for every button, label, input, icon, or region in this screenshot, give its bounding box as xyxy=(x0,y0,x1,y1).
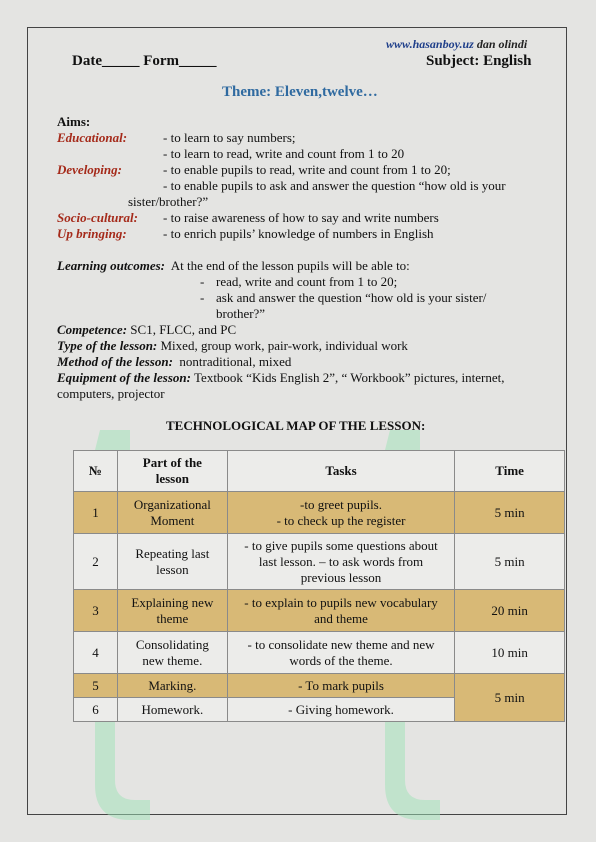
competence-value: SC1, FLCC, and PC xyxy=(130,322,237,337)
row-tasks: - to explain to pupils new vocabulary and theme xyxy=(227,590,454,632)
educational-label: Educational: xyxy=(57,130,128,145)
competence-label: Competence: xyxy=(57,322,128,337)
outcome-item: ask and answer the question “how old is your sister/ xyxy=(216,290,487,305)
outcome-item-cont: brother?” xyxy=(216,306,266,321)
equipment-value: Textbook “Kids English 2”, “ Workbook” pictures, internet, xyxy=(194,370,505,385)
row-part: Homework. xyxy=(117,698,227,722)
row-part: Repeating last lesson xyxy=(117,534,227,590)
row-tasks: - To mark pupils xyxy=(227,674,454,698)
row-number: 3 xyxy=(74,590,118,632)
equipment-line-cont: computers, projector xyxy=(57,386,165,401)
outcome-item: read, write and count from 1 to 20; xyxy=(216,274,398,289)
table-row xyxy=(74,492,565,534)
outcome-bullet: - xyxy=(200,274,205,289)
row-tasks: -to greet pupils. - to check up the register xyxy=(227,492,454,534)
row-number: 6 xyxy=(74,698,118,722)
developing-label: Developing: xyxy=(57,162,122,177)
upbringing-item: - to enrich pupils’ knowledge of numbers in English xyxy=(163,226,434,241)
row-number: 5 xyxy=(74,674,118,698)
table-row xyxy=(74,632,565,674)
lesson-type-value: Mixed, group work, pair-work, individual work xyxy=(160,338,408,353)
equipment-line xyxy=(57,370,504,386)
header-time: Time xyxy=(455,451,565,492)
method-line xyxy=(57,354,291,370)
row-number: 4 xyxy=(74,632,118,674)
date-form-line: Date_____ Form_____ xyxy=(72,53,217,69)
upbringing-label: Up bringing: xyxy=(57,226,127,241)
outcome-bullet: - xyxy=(200,290,205,305)
row-time: 20 min xyxy=(455,590,565,632)
aims-heading: Aims: xyxy=(57,114,91,129)
row-time: 10 min xyxy=(455,632,565,674)
developing-item: - to enable pupils to ask and answer the question “how old is your xyxy=(163,178,506,193)
table-row xyxy=(74,590,565,632)
outcomes-line xyxy=(57,258,410,274)
row-time: 5 min xyxy=(455,674,565,722)
row-tasks: - to give pupils some questions about last lesson. – to ask words from previous lesson xyxy=(227,534,454,590)
row-part: Explaining new theme xyxy=(117,590,227,632)
educational-item: - to learn to say numbers; xyxy=(163,130,296,145)
row-tasks: - Giving homework. xyxy=(227,698,454,722)
lesson-type-label: Type of the lesson: xyxy=(57,338,158,353)
map-title: TECHNOLOGICAL MAP OF THE LESSON: xyxy=(166,418,426,433)
row-part: Organizational Moment xyxy=(117,492,227,534)
watermark-site: www.hasanboy.uz xyxy=(386,37,474,51)
equipment-label: Equipment of the lesson: xyxy=(57,370,191,385)
developing-item: - to enable pupils to read, write and count from 1 to 20; xyxy=(163,162,451,177)
developing-item-cont: sister/brother?” xyxy=(128,194,209,209)
watermark-text xyxy=(386,37,527,52)
row-time: 5 min xyxy=(455,534,565,590)
subject-line: Subject: English xyxy=(426,53,532,69)
competence-line xyxy=(57,322,236,338)
lesson-theme: Theme: Eleven,twelve… xyxy=(222,84,378,100)
socio-cultural-item: - to raise awareness of how to say and write numbers xyxy=(163,210,439,225)
row-part: Marking. xyxy=(117,674,227,698)
outcomes-label: Learning outcomes: xyxy=(57,258,165,273)
row-number: 2 xyxy=(74,534,118,590)
header-number: № xyxy=(74,451,118,492)
outcomes-intro: At the end of the lesson pupils will be able to: xyxy=(170,258,410,273)
lesson-type-line xyxy=(57,338,408,354)
row-tasks: - to consolidate new theme and new words of the theme. xyxy=(227,632,454,674)
table-row xyxy=(74,534,565,590)
table-row xyxy=(74,674,565,698)
watermark-suffix: dan olindi xyxy=(473,37,528,51)
row-time: 5 min xyxy=(455,492,565,534)
method-label: Method of the lesson: xyxy=(57,354,173,369)
lesson-map-table xyxy=(73,450,565,722)
row-number: 1 xyxy=(74,492,118,534)
header-tasks: Tasks xyxy=(227,451,454,492)
row-part: Consolidating new theme. xyxy=(117,632,227,674)
method-value: nontraditional, mixed xyxy=(179,354,292,369)
header-part: Part of the lesson xyxy=(117,451,227,492)
educational-item: - to learn to read, write and count from 1 to 20 xyxy=(163,146,405,161)
socio-cultural-label: Socio-cultural: xyxy=(57,210,138,225)
